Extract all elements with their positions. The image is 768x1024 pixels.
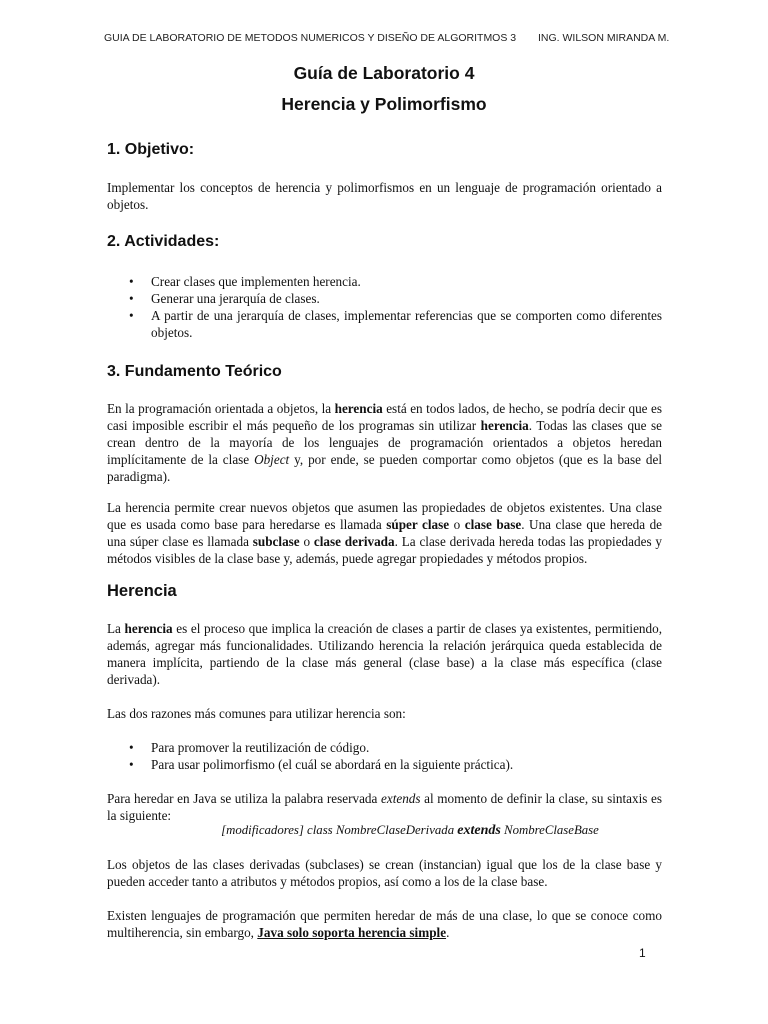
page-number: 1	[639, 946, 646, 960]
section-heading-herencia: Herencia	[107, 582, 177, 600]
emphasis-java-simple-inheritance: Java solo soporta herencia simple	[257, 925, 447, 940]
reasons-list	[129, 739, 662, 773]
section-heading-fundamento: 3. Fundamento Teórico	[107, 363, 282, 380]
paragraph-herencia-3: Para heredar en Java se utiliza la palabra reservada extends al momento de definir la clase, su sintaxis es la siguiente:	[107, 791, 662, 823]
paragraph-herencia-2: Las dos razones más comunes para utilizar herencia son:	[107, 706, 406, 721]
list-item: • A partir de una jerarquía de clases, implementar referencias que se comporten como diferentes objetos.	[129, 308, 662, 340]
paragraph-herencia-1: La herencia es el proceso que implica la creación de clases a partir de clases ya existentes, permitiendo, además, agregar más funcionalidades. Utilizando herencia la relación jerárquica queda establecida de manera implícita, partiendo de la clase más general (clase base) a la clase más específica (clase derivada).	[107, 621, 662, 687]
bullet-icon: •	[129, 740, 134, 755]
paragraph-fundamento-2: La herencia permite crear nuevos objetos que asumen las propiedades de objetos existentes. Una clase que es usada como base para heredarse es llamada súper clase o clase base. Una clase que hereda de una súper clase es llamada subclase o clase derivada. La clase derivada hereda todas las propiedades y métodos visibles de la clase base y, además, puede agregar propiedades y métodos propios.	[107, 500, 663, 566]
extends-keyword: extends	[457, 823, 501, 838]
section-heading-objetivo: 1. Objetivo:	[107, 141, 195, 158]
paragraph-herencia-5: Existen lenguajes de programación que permiten heredar de más de una clase, lo que se conoce como multiherencia, sin embargo, Java solo soporta herencia simple.	[107, 908, 662, 940]
paragraph-objetivo: Implementar los conceptos de herencia y polimorfismos en un lenguaje de programación orientado a objetos.	[107, 180, 662, 212]
activities-list	[129, 273, 662, 341]
syntax-line: [modificadores] class NombreClaseDerivada extends NombreClaseBase	[221, 823, 599, 838]
running-header-left: GUIA DE LABORATORIO DE METODOS NUMERICOS Y DISEÑO DE ALGORITMOS 3	[104, 32, 517, 44]
document-title: Guía de Laboratorio 4	[293, 63, 475, 83]
section-heading-actividades: 2. Actividades:	[107, 233, 220, 250]
bullet-icon: •	[129, 757, 134, 772]
list-item: • Crear clases que implementen herencia.	[129, 274, 361, 289]
paragraph-herencia-4: Los objetos de las clases derivadas (subclases) se crean (instancian) igual que los de la clase base y pueden acceder tanto a atributos y métodos propios, así como a los de la clase base.	[107, 857, 662, 889]
document-subtitle: Herencia y Polimorfismo	[281, 94, 487, 114]
list-item: • Generar una jerarquía de clases.	[129, 291, 320, 306]
list-item: • Para promover la reutilización de código.	[129, 740, 370, 755]
bullet-icon: •	[129, 274, 134, 289]
paragraph-fundamento-1: En la programación orientada a objetos, la herencia está en todos lados, de hecho, se podría decir que es casi imposible escribir el más pequeño de los programas sin utilizar herencia. Todas las clases que se crean dentro de la mayoría de los lenguajes de programación orientados a objetos heredan implícitamente de la clase Object y, por ende, se pueden comportar como objetos (que es la base del paradigma).	[107, 401, 663, 484]
bullet-icon: •	[129, 308, 134, 323]
list-item: • Para usar polimorfismo (el cuál se abordará en la siguiente práctica).	[129, 757, 514, 772]
bullet-icon: •	[129, 291, 134, 306]
running-header-right: ING. WILSON MIRANDA M.	[538, 32, 670, 44]
